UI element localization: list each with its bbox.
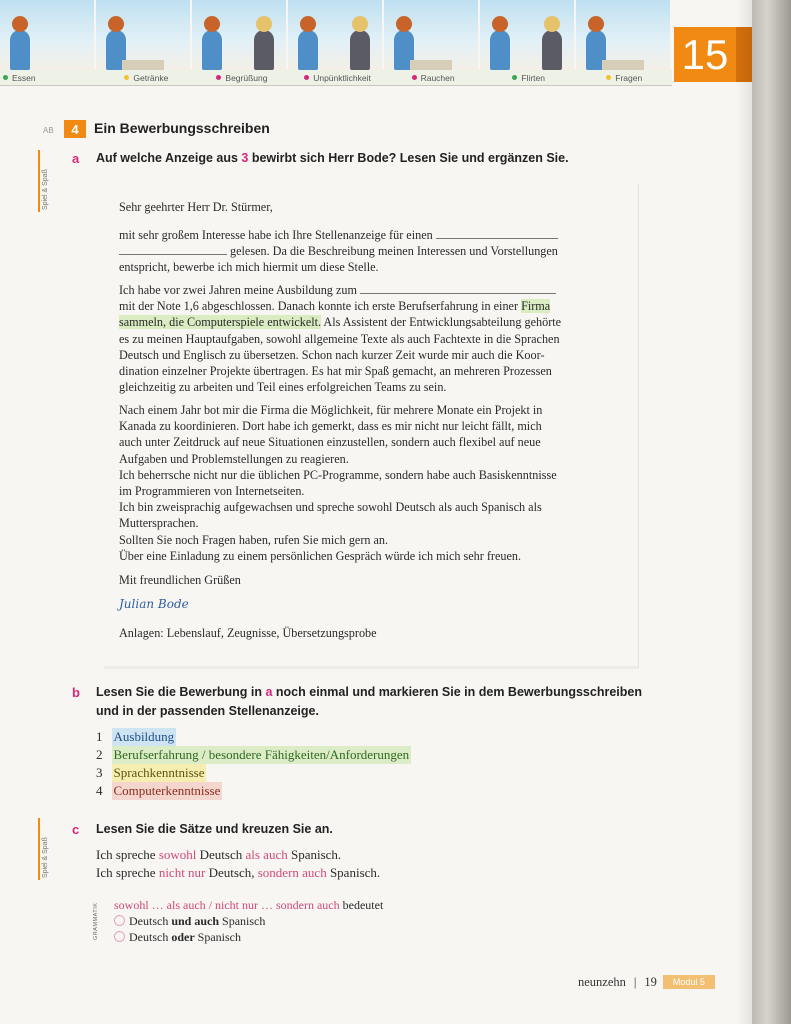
marking-list [96, 728, 411, 800]
page-word: neunzehn [578, 975, 626, 989]
fill-in-blank[interactable] [119, 243, 227, 255]
example-sentences: Ich spreche sowohl Deutsch als auch Spanisch. Ich spreche nicht nur Deutsch, sondern auch Spanisch. [96, 847, 381, 880]
list-item: 2 Berufserfahrung / besondere Fähigkeiten/Anforderungen [96, 747, 410, 762]
grammar-box: sowohl … als auch / nicht nur … sondern auch bedeutet Deutsch und auch Spanisch Deutsch oder Spanisch [114, 898, 384, 944]
checkbox-circle[interactable] [114, 915, 125, 926]
comic-panel [480, 0, 576, 70]
topic-label: Getränke [99, 70, 195, 85]
chapter-badge: 15 [674, 27, 736, 82]
task-letter-b: b [72, 685, 80, 700]
letter-attachments: Anlagen: Lebenslauf, Zeugnisse, Übersetzungsprobe [119, 626, 377, 640]
bullet-icon [606, 75, 611, 80]
comic-panel [192, 0, 288, 70]
letter-paragraph-1: mit sehr großem Interesse habe ich Ihre Stellenanzeige für einen gelesen. Da die Beschreibung meinen Interessen und Vorstellungen entspricht, bewerbe ich mich hiermit um diese Stelle. [119, 228, 558, 275]
ab-label: AB [43, 126, 54, 135]
comic-panel [384, 0, 480, 70]
side-marker [38, 150, 40, 212]
side-label: Spiel & Spaß [42, 169, 49, 210]
comic-strip [0, 0, 672, 70]
list-item: 1 Ausbildung [96, 729, 175, 744]
fill-in-blank[interactable] [360, 282, 556, 294]
section-number: 4 [64, 120, 86, 138]
comic-panel [0, 0, 96, 70]
topic-label: Unpünktlichkeit [290, 70, 386, 85]
topic-labels [0, 70, 672, 86]
task-letter-c: c [72, 822, 80, 837]
letter-paragraph-2: Ich habe vor zwei Jahren meine Ausbildung zum mit der Note 1,6 abgeschlossen. Danach konnte ich erste Berufserfahrung in einer Firma sammeln, die Computerspiele entwickelt. Als Assistent der Entwicklungsabteilung gehörte es zu meinen Hauptaufgaben, sowohl allgemeine Texte als auch Fachtexte in die Sprachen Deutsch und Englisch zu übersetzen. Schon nach kurzer Zeit wurde mir auch die Koor- dination einzelner Projekte übertragen. Es hat mir Spaß gemacht, an mehreren Prozessen gleichzeitig zu arbeiten und Teil eines erfolgreichen Teams zu sein. [119, 283, 562, 395]
topic-label: Begrüßung [194, 70, 290, 85]
page-number: 19 [644, 975, 657, 989]
page-shadow [736, 0, 752, 1024]
topic-label: Flirten [481, 70, 577, 85]
grammar-label: GRAMMATIK [93, 902, 99, 940]
topic-label: Essen [0, 70, 99, 85]
modul-tag: Modul 5 [663, 975, 715, 989]
signature: Julian Bode [119, 597, 189, 611]
side-marker [38, 818, 40, 880]
page-footer: neunzehn | 19 Modul 5 [578, 975, 715, 990]
letter-salutation: Sehr geehrter Herr Dr. Stürmer, [119, 200, 273, 214]
task-c-instruction: Lesen Sie die Sätze und kreuzen Sie an. [96, 822, 333, 836]
topic-label: Fragen [576, 70, 672, 85]
book-gutter [752, 0, 791, 1024]
bullet-icon [412, 75, 417, 80]
task-a-instruction: Auf welche Anzeige aus 3 bewirbt sich Herr Bode? Lesen Sie und ergänzen Sie. [96, 151, 569, 165]
side-label: Spiel & Spaß [42, 837, 49, 878]
checkbox-circle[interactable] [114, 931, 125, 942]
bullet-icon [216, 75, 221, 80]
list-item: 3 Sprachkenntnisse [96, 765, 205, 780]
comic-panel [96, 0, 192, 70]
list-item: 4 Computerkenntnisse [96, 783, 221, 798]
bullet-icon [304, 75, 309, 80]
comic-panel [288, 0, 384, 70]
task-letter-a: a [72, 151, 80, 166]
letter-paragraph-3: Nach einem Jahr bot mir die Firma die Möglichkeit, für mehrere Monate ein Projekt in Kanada zu koordinieren. Dort habe ich gemerkt, dass es mir nicht nur leicht fällt, mich auch unter Zeitdruck auf neue Situationen einzustellen, sondern auch flexibel auf neue Aufgaben und Problemstellungen zu reagieren. Ich beherrsche nicht nur die üblichen PC-Programme, sondern habe auch Basiskenntnisse im Programmieren von Internetseiten. Ich bin zweisprachig aufgewachsen und spreche sowohl Deutsch als auch Spanisch als Muttersprachen. Sollten Sie noch Fragen haben, rufen Sie mich gern an. Über eine Einladung zu einem persönlichen Gespräch würde ich mich sehr freuen. [119, 403, 557, 563]
letter-closing: Mit freundlichen Grüßen [119, 573, 241, 587]
topic-label: Rauchen [385, 70, 481, 85]
comic-panel [576, 0, 672, 70]
task-b-instruction: Lesen Sie die Bewerbung in a noch einmal und markieren Sie in dem Bewerbungsschreiben und in der passenden Stellenanzeige. [96, 685, 642, 718]
bullet-icon [3, 75, 8, 80]
bullet-icon [512, 75, 517, 80]
bullet-icon [124, 75, 129, 80]
fill-in-blank[interactable] [436, 227, 558, 239]
section-title: Ein Bewerbungsschreiben [94, 120, 270, 136]
